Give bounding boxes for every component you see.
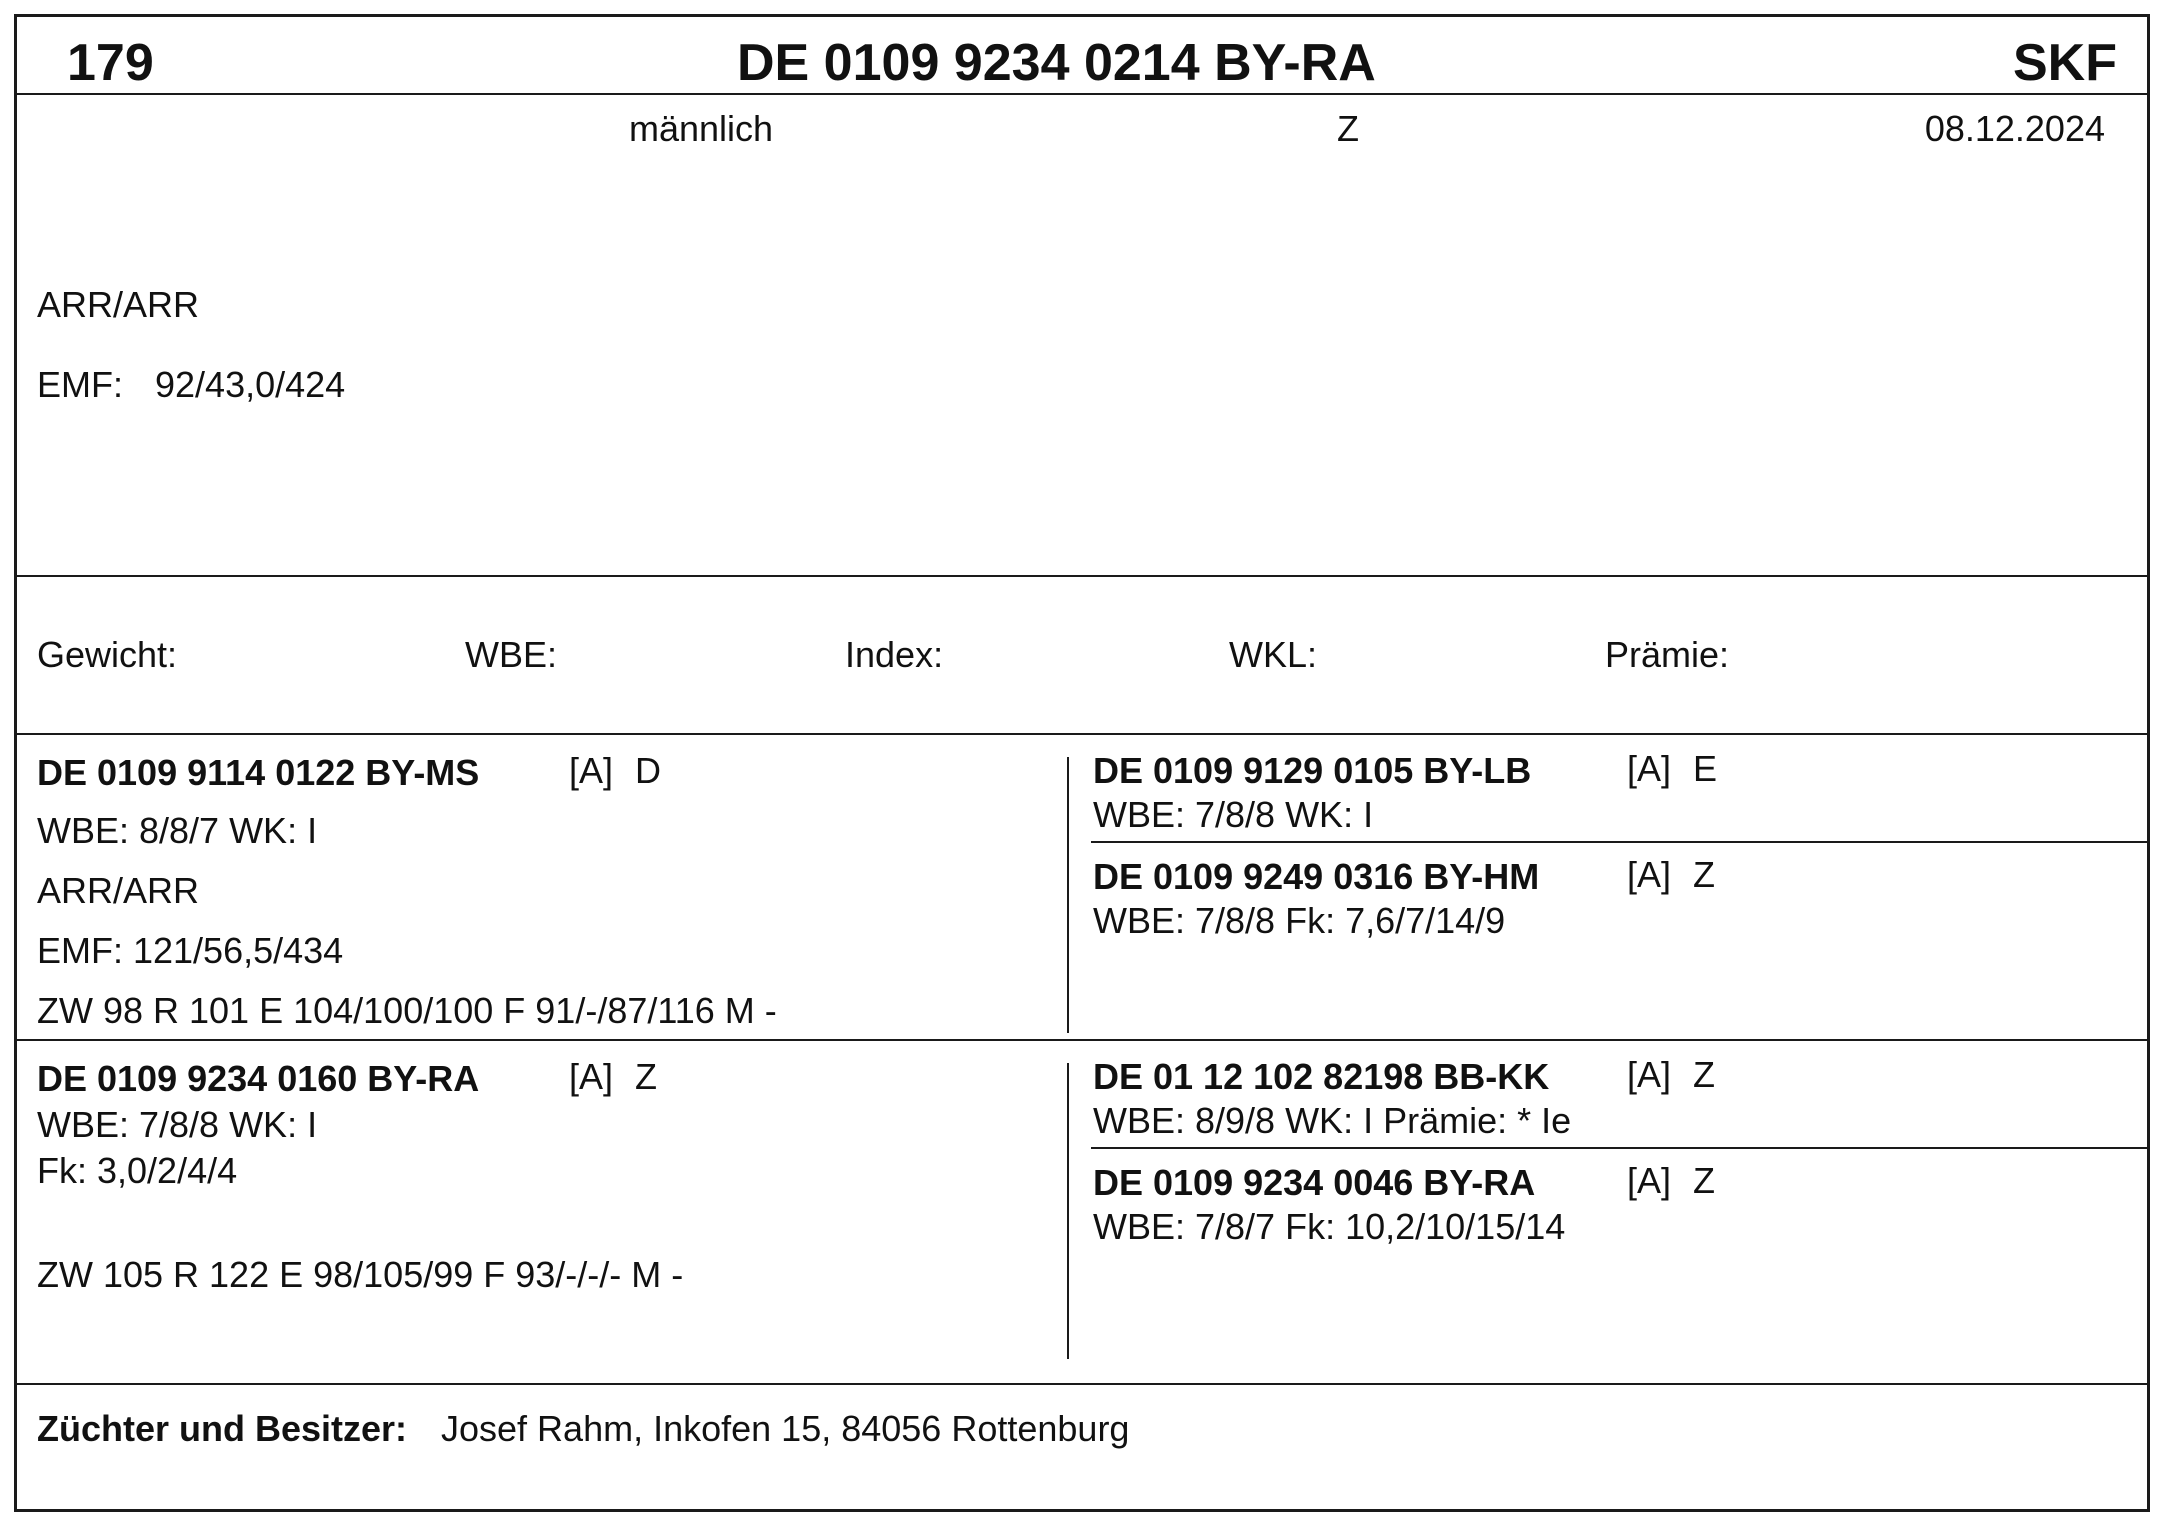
breeder-value: Josef Rahm, Inkofen 15, 84056 Rottenburg <box>441 1408 1130 1449</box>
father-breeding-values: ZW 98 R 101 E 104/100/100 F 91/-/87/116 M - <box>37 990 777 1031</box>
mother-fk: Fk: 3,0/2/4/4 <box>37 1150 238 1191</box>
divider-father-parents <box>1091 841 2147 843</box>
father-tag: [A] <box>569 750 614 791</box>
mother-dam-code: Z <box>1693 1160 1715 1201</box>
date-label: 08.12.2024 <box>1924 108 2105 149</box>
father-emf: EMF: 121/56,5/434 <box>37 930 344 971</box>
father-id: DE 0109 9114 0122 BY-MS <box>37 752 480 793</box>
mother-sire-code: Z <box>1693 1054 1715 1095</box>
divider-mother-parents <box>1091 1147 2147 1149</box>
father-dam-id: DE 0109 9249 0316 BY-HM <box>1093 856 1540 897</box>
mother-dam-id: DE 0109 9234 0046 BY-RA <box>1093 1162 1536 1203</box>
mother-sire-tag: [A] <box>1627 1054 1672 1095</box>
mother-dam-tag: [A] <box>1627 1160 1672 1201</box>
sex-label: männlich <box>629 108 774 149</box>
father-genotype: ARR/ARR <box>37 870 200 911</box>
father-dam-performance: WBE: 7/8/8 Fk: 7,6/7/14/9 <box>1093 900 1506 941</box>
divider-parents <box>17 1039 2147 1041</box>
father-sire-id: DE 0109 9129 0105 BY-LB <box>1093 750 1532 791</box>
mother-breeding-values: ZW 105 R 122 E 98/105/99 F 93/-/-/- M - <box>37 1254 684 1295</box>
arr-genotype: ARR/ARR <box>37 284 200 325</box>
divider-vertical-father <box>1067 757 1069 1033</box>
mother-sire-performance: WBE: 8/9/8 WK: I Prämie: * Ie <box>1093 1100 1572 1141</box>
father-sire-performance: WBE: 7/8/8 WK: I <box>1093 794 1374 835</box>
mother-id: DE 0109 9234 0160 BY-RA <box>37 1058 480 1099</box>
divider-genetics <box>17 575 2147 577</box>
herdbook-code: Z <box>1337 108 1359 149</box>
weight-label: Gewicht: <box>37 634 178 675</box>
father-dam-code: Z <box>1693 854 1715 895</box>
emf-label: EMF: <box>37 364 123 405</box>
premium-label: Prämie: <box>1605 634 1730 675</box>
pedigree-card <box>14 14 2150 1512</box>
index-label: Index: <box>845 634 944 675</box>
wbe-label: WBE: <box>465 634 558 675</box>
divider-breeder <box>17 1383 2147 1385</box>
animal-id: DE 0109 9234 0214 BY-RA <box>737 34 1376 92</box>
divider-vertical-mother <box>1067 1063 1069 1359</box>
mother-code: Z <box>635 1056 657 1097</box>
wkl-label: WKL: <box>1229 634 1318 675</box>
father-sire-tag: [A] <box>1627 748 1672 789</box>
breeder-label: Züchter und Besitzer: <box>37 1408 408 1449</box>
mother-dam-performance: WBE: 7/8/7 Fk: 10,2/10/15/14 <box>1093 1206 1566 1247</box>
divider-fields <box>17 733 2147 735</box>
mother-sire-id: DE 01 12 102 82198 BB-KK <box>1093 1056 1550 1097</box>
mother-tag: [A] <box>569 1056 614 1097</box>
divider-header <box>17 93 2147 95</box>
father-performance: WBE: 8/8/7 WK: I <box>37 810 318 851</box>
father-sire-code: E <box>1693 748 1718 789</box>
breed-code: SKF <box>2013 34 2117 92</box>
catalog-number: 179 <box>67 34 154 92</box>
emf-value: 92/43,0/424 <box>155 364 346 405</box>
father-dam-tag: [A] <box>1627 854 1672 895</box>
mother-performance: WBE: 7/8/8 WK: I <box>37 1104 318 1145</box>
father-code: D <box>635 750 661 791</box>
